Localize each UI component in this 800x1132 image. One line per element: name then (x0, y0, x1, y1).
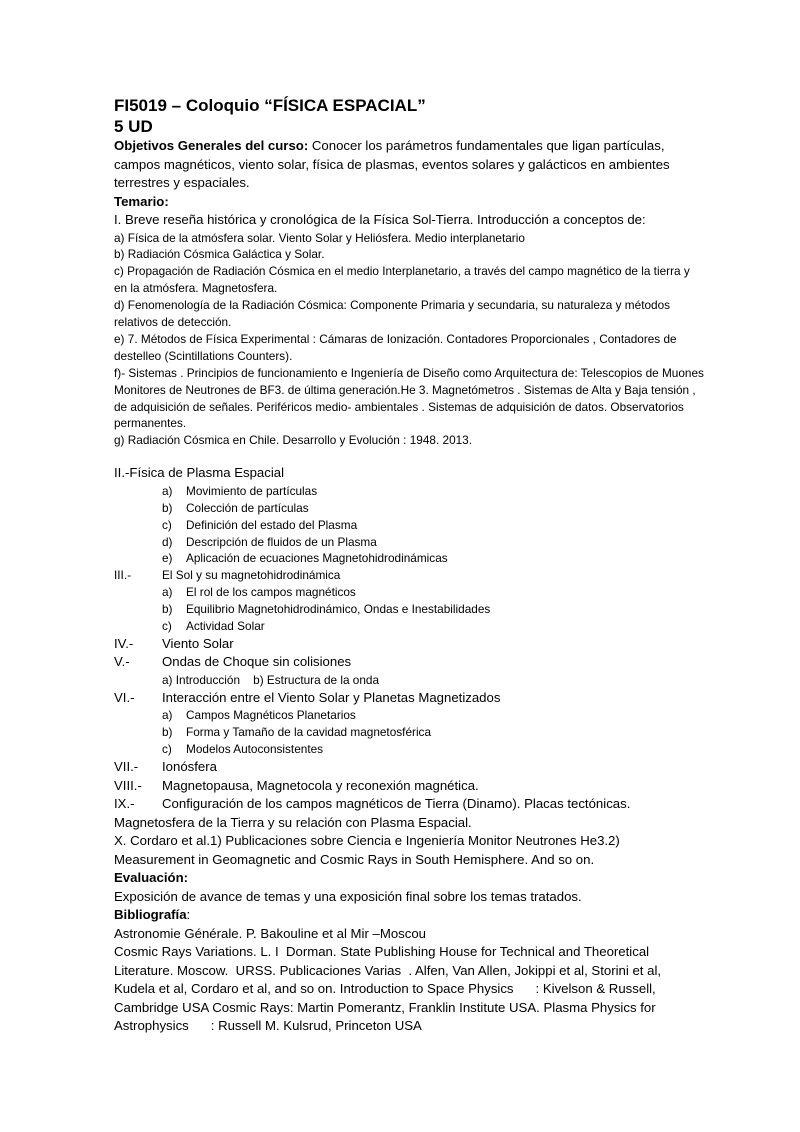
unit-9-title: IX.- Configuración de los campos magnéticos de Tierra (Dinamo). Placas tectónicas. (114, 796, 631, 812)
unit-3-item: b) Equilibrio Magnetohidrodinámico, Ondas e Inestabilidades (162, 602, 491, 617)
document-content (114, 95, 704, 1036)
bibliography-heading: Bibliografía: (114, 907, 191, 923)
unit-1-item-e: e) 7. Métodos de Física Experimental : Cámaras de Ionización. Contadores Proporcionales , Contadores de destelleo (Scintillations Counters). (114, 331, 677, 363)
bibliography-entry: Astronomie Générale. P. Bakouline et al Mir –Moscou (114, 925, 427, 941)
unit-6-item: c) Modelos Autoconsistentes (162, 742, 324, 757)
unit-6-title: VI.- Interacción entre el Viento Solar y Planetas Magnetizados (114, 689, 501, 705)
unit-8-title: VIII.- Magnetopausa, Magnetocola y reconexión magnética. (114, 777, 479, 793)
unit-2-item: d) Descripción de fluidos de un Plasma (162, 534, 377, 549)
objectives-label: Objetivos Generales del curso: (114, 138, 309, 153)
unit-1-item-c: c) Propagación de Radiación Cósmica en el medio Interplanetario, a través del campo magnético de la tierra y en la atmósfera. Magnetosfera. (114, 264, 690, 296)
syllabus-heading: Temario: (114, 193, 169, 209)
bibliography-entry: Cosmic Rays Variations. L. I Dorman. State Publishing House for Technical and Theoretical Literature. Moscow. URSS. Publicaciones Varias . Alfen, Van Allen, Jokippi et al, Storini et al, Kudela et al, Cordaro et al, and so on. Introduction to Space Physics : Kivelson & Russell, Cambridge USA Cosmic Rays: Martin Pomerantz, Franklin Institute USA. Plasma Physics for Astrophysics : Russell M. Kulsrud, Princeton USA (114, 944, 665, 1034)
course-units: 5 UD (114, 117, 153, 136)
unit-7-title: VII.- Ionósfera (114, 759, 217, 775)
unit-3-item: c) Actividad Solar (162, 619, 265, 634)
unit-2-title: II.-Física de Plasma Espacial (114, 465, 285, 481)
unit-2-item: b) Colección de partículas (162, 500, 309, 515)
unit-4-title: IV.- Viento Solar (114, 635, 234, 651)
unit-1-item-f: f)- Sistemas . Principios de funcionamiento e Ingeniería de Diseño como Arquitectura de: Telescopios de Muones Monitores de Neutrones de BF3. de última generación.He 3. Magnetómetros . Sistemas de Alta y Baja tensión , de adquisición de señales. Periféricos medio- ambientales . Sistemas de adquisición de datos. Observatorios permanentes. (114, 365, 704, 431)
unit-1-title: I. Breve reseña histórica y cronológica de la Física Sol-Tierra. Introducción a conceptos de: (114, 212, 646, 227)
unit-1-item-d: d) Fenomenología de la Radiación Cósmica: Componente Primaria y secundaria, su naturaleza y métodos relativos de detección. (114, 298, 671, 330)
unit-5-subitems: a) Introducción b) Estructura de la onda (162, 672, 380, 687)
course-title: FI5019 – Coloquio “FÍSICA ESPACIAL” (114, 96, 426, 115)
unit-3-item: a) El rol de los campos magnéticos (162, 585, 356, 600)
unit-2-item: c) Definición del estado del Plasma (162, 517, 358, 532)
unit-6-item: a) Campos Magnéticos Planetarios (162, 708, 356, 723)
unit-1-item-g: g) Radiación Cósmica en Chile. Desarrollo y Evolución : 1948. 2013. (114, 433, 473, 448)
unit-5-title: V.- Ondas de Choque sin colisiones (114, 654, 352, 670)
unit-9-continuation: Magnetosfera de la Tierra y su relación con Plasma Espacial. (114, 814, 472, 830)
unit-2-item: a) Movimiento de partículas (162, 483, 318, 498)
unit-1-item-a: a) Física de la atmósfera solar. Viento Solar y Heliósfera. Medio interplanetario (114, 230, 525, 245)
objectives-text: Conocer los parámetros fundamentales que ligan partículas, campos magnéticos, viento solar, física de plasmas, eventos solares y galácticos en ambientes terrestres y espaciales. (114, 138, 670, 190)
unit-2-item: e) Aplicación de ecuaciones Magnetohidrodinámicas (162, 551, 448, 566)
unit-6-item: b) Forma y Tamaño de la cavidad magnetosférica (162, 725, 432, 740)
unit-1-item-b: b) Radiación Cósmica Galáctica y Solar. (114, 247, 325, 262)
evaluation-text: Exposición de avance de temas y una exposición final sobre los temas tratados. (114, 888, 582, 904)
objectives-paragraph (114, 137, 704, 193)
unit-3-title: III.- El Sol y su magnetohidrodinámica (114, 568, 341, 583)
unit-10-text: X. Cordaro et al.1) Publicaciones sobre Ciencia e Ingeniería Monitor Neutrones He3.2) Measurement in Geomagnetic and Cosmic Rays in South Hemisphere. And so on. (114, 833, 620, 867)
evaluation-heading: Evaluación: (114, 870, 189, 886)
